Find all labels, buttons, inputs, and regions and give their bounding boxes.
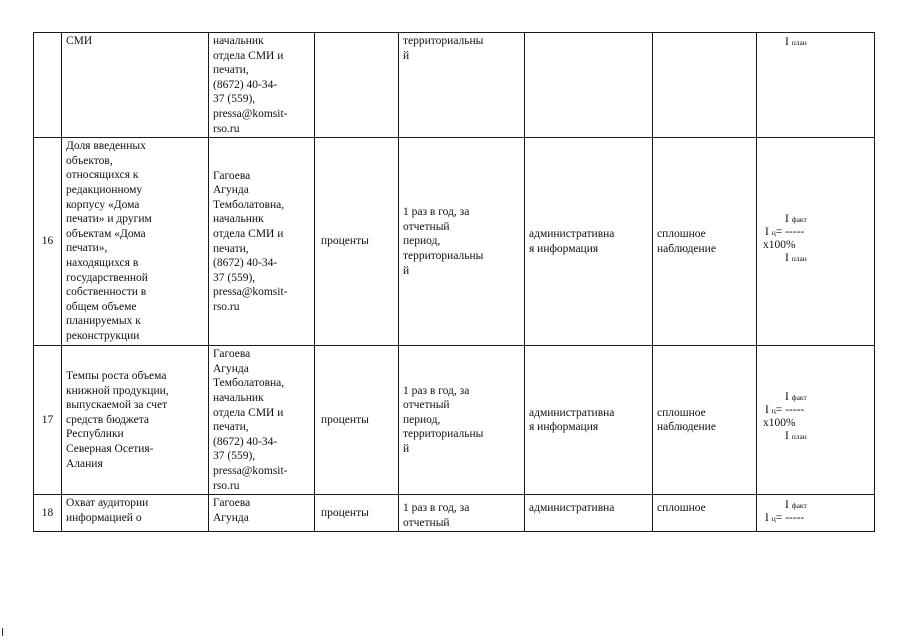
row-number: 16 [34,138,62,346]
unit-of-measure [315,33,399,138]
scan-edge-mark [2,628,3,636]
indicator-name: Темпы роста объема книжной продукции, выпускаемой за счет средств бюджета Республики Северная Осетия- Алания [62,346,209,495]
formula-percent: x100% [763,238,796,251]
table-row [34,33,875,138]
formula-denominator: I план [785,430,807,443]
row-number: 17 [34,346,62,495]
formula-numerator: I факт [785,499,807,512]
data-source: административна я информация [525,138,653,346]
collection-method [653,33,757,138]
formula-main: I ц= ----- [765,512,805,525]
frequency: 1 раз в год, за отчетный [399,495,525,532]
responsible-person: начальник отдела СМИ и печати, (8672) 40-34- 37 (559), pressa@komsit- rso.ru [209,33,315,138]
table-row [34,495,875,532]
frequency: территориальны й [399,33,525,138]
responsible-person: Гагоева Агунда Темболатовна, начальник отдела СМИ и печати, (8672) 40-34- 37 (559), pressa@komsit- rso.ru [209,346,315,495]
collection-method: сплошное наблюдение [653,346,757,495]
data-source [525,33,653,138]
formula-main: I ц= ----- [765,404,805,417]
row-number: 18 [34,495,62,532]
data-source: административна [525,495,653,532]
table-row [34,138,875,346]
frequency: 1 раз в год, за отчетный период, территориальны й [399,138,525,346]
indicator-name: СМИ [62,33,209,138]
unit-of-measure: проценты [315,495,399,532]
calculation-formula [757,138,875,346]
formula-denominator: I план [785,251,807,264]
calculation-formula [757,346,875,495]
formula-numerator: I факт [785,212,807,225]
indicators-table [33,32,875,532]
unit-of-measure: проценты [315,346,399,495]
formula-main: I ц= ----- [765,225,805,238]
responsible-person: Гагоева Агунда Темболатовна, начальник отдела СМИ и печати, (8672) 40-34- 37 (559), pressa@komsit- rso.ru [209,138,315,346]
formula-percent: x100% [763,417,796,430]
frequency: 1 раз в год, за отчетный период, территориальны й [399,346,525,495]
collection-method: сплошное наблюдение [653,138,757,346]
indicator-name: Охват аудитории информацией о [62,495,209,532]
unit-of-measure: проценты [315,138,399,346]
formula-numerator: I факт [785,391,807,404]
table-row [34,346,875,495]
formula-denominator: I план [785,36,807,48]
indicator-name: Доля введенных объектов, относящихся к редакционному корпусу «Дома печати» и другим объектам «Дома печати», находящихся в государственной собственности в общем объеме планируемых к реконструкции [62,138,209,346]
row-number [34,33,62,138]
calculation-formula [757,495,875,532]
data-source: административна я информация [525,346,653,495]
calculation-formula [757,33,875,138]
collection-method: сплошное [653,495,757,532]
responsible-person: Гагоева Агунда [209,495,315,532]
